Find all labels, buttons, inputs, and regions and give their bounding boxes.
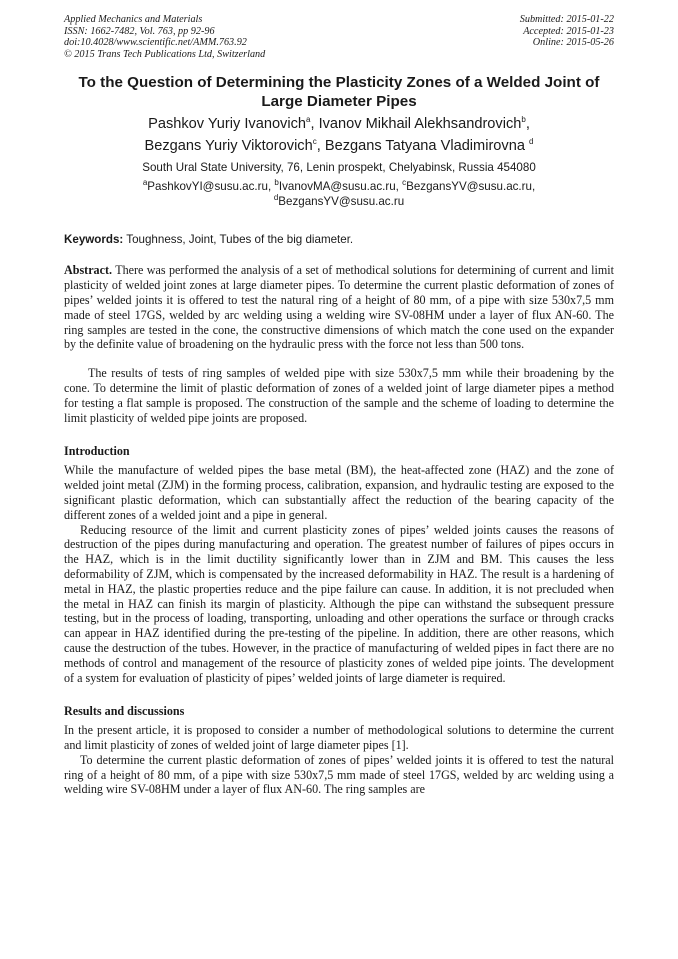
submitted-date: Submitted: 2015-01-22 bbox=[519, 14, 614, 25]
accepted-date: Accepted: 2015-01-23 bbox=[523, 25, 614, 37]
author-list: Pashkov Yuriy Ivanovich$^a$, Ivanov Mikhail Alekhsandrovich$^b$, Bezgans Yuriy Viktorovich$^c$, Bezgans Tatyana Vladimirovna $^d$ bbox=[144, 115, 534, 155]
keywords bbox=[64, 233, 614, 246]
affiliation: South Ural State University, 76, Lenin prospekt, Chelyabinsk, Russia 454080 bbox=[142, 161, 536, 175]
abstract-label: Abstract. bbox=[64, 263, 113, 278]
journal-name: Applied Mechanics and Materials bbox=[64, 14, 203, 25]
email-d[interactable]: BezgansYV@susu.ac.ru bbox=[278, 194, 405, 208]
author-4: Bezgans Tatyana Vladimirovna bbox=[324, 138, 525, 155]
email-b[interactable]: IvanovMA@susu.ac.ru, bbox=[278, 180, 399, 194]
paper-title: To the Question of Determining the Plasticity Zones of a Welded Joint of Large Diameter Pipes bbox=[78, 74, 600, 111]
online-date: Online: 2015-05-26 bbox=[532, 37, 614, 49]
keywords-label: Keywords: bbox=[64, 233, 124, 247]
results-paragraph-1: In the present article, it is proposed to consider a number of methodological solutions to determine the current and limit plasticity of zones of welded joint of large diameter pipes [1]. bbox=[64, 723, 614, 753]
results-paragraph-2: To determine the current plastic deformation of zones of pipes’ welded joints it is offered to test the natural ring of a height of 80 mm, of a pipe with size 530x7,5 mm made of steel 17GS, welded by arc welding using a welding wire SV-08HM under a layer of flux AN-60. The ring samples are bbox=[64, 752, 614, 797]
journal-header bbox=[64, 14, 614, 60]
author-3: Bezgans Yuriy Viktorovich bbox=[144, 138, 313, 155]
email-a[interactable]: PashkovYI@susu.ac.ru, bbox=[147, 180, 272, 194]
introduction-paragraph-2: Reducing resource of the limit and current plasticity zones of pipes’ welded joints causes the reasons of destruction of the pipes during manufacturing and operation. The greatest number of failures of pipes occurs in the HAZ, which is in the limit ductility significantly lower than in ZJM and BM. This causes the less deformability of ZJM, which is compensated by the increased deformability in HAZ. The result is a hardening of metal in HAZ, the plastic properties reduce and the pipe failure can cause. In addition, it is not precluded when the metal in HAZ can finish its margin of plasticity. Although the pipe can withstand the subsequent pressure testing, but in the process of loading, transporting, unloading and other operations the surface or through cracks can appear in HAZ identified during the pre-testing of the pipeline. In addition, there are other reasons, which cause the destruction of the tubes. However, in the practice of manufacturing of welded pipes in fact there are no methods of control and management of the resource of plasticity zones of welded pipe joints. The development of a system for evaluation of plasticity of pipes’ welded joints of large diameter is required. bbox=[64, 522, 614, 685]
keywords-text: Toughness, Joint, Tubes of the big diameter. bbox=[123, 233, 354, 247]
introduction-paragraph-1: While the manufacture of welded pipes the base metal (BM), the heat-affected zone (HAZ) and the zone of welded joint metal (ZJM) in the forming process, calibration, expansion, and hydraulic testing are exposed to the significant plastic deformation, which can substantially affect the reduction of the bearing capacity of the different zones of a welded joint and a pipe in general. bbox=[64, 463, 614, 522]
author-2: Ivanov Mikhail Alekhsandrovich bbox=[318, 116, 522, 133]
abstract-paragraph-1: Abstract. There was performed the analysis of a set of methodical solutions for determining of current and limit plasticity of welded joint zones at large diameter pipes. To determine the current plastic deformation of zones of pipes’ welded joints it is offered to test the natural ring of a height of 80 mm, of a pipe with size 530x7,5 mm made of steel 17GS, welded by arc welding using a welding wire SV-08HM under a layer of flux AN-60. The ring samples are tested in the cone, the constructive dimensions of which match the cone used on the expander by the definite value of broadening on the hydraulic press with the force not less than 500 tons. bbox=[64, 263, 614, 352]
author-emails: $^a$PashkovYI@susu.ac.ru, $^b$IvanovMA@susu.ac.ru, $^c$BezgansYV@susu.ac.ru, $^d$BezgansYV@susu.ac.ru bbox=[142, 178, 536, 208]
results-heading: Results and discussions bbox=[64, 704, 185, 719]
journal-issn: ISSN: 1662-7482, Vol. 763, pp 92-96 bbox=[64, 25, 215, 37]
paper-page bbox=[64, 14, 614, 797]
journal-copyright: © 2015 Trans Tech Publications Ltd, Switzerland bbox=[64, 48, 266, 60]
email-c[interactable]: BezgansYV@susu.ac.ru, bbox=[406, 180, 536, 194]
publication-dates bbox=[520, 14, 614, 60]
abstract-paragraph-2: The results of tests of ring samples of welded pipe with size 530x7,5 mm while their broadening by the cone. To determine the limit of plastic deformation of zones of a welded joint of large diameter pipes a method for testing a flat sample is proposed. The construction of the sample and the scheme of loading to determine the limit plasticity of welded pipe joints are proposed. bbox=[64, 366, 614, 425]
journal-doi: doi:10.4028/www.scientific.net/AMM.763.92 bbox=[64, 37, 247, 49]
introduction-heading: Introduction bbox=[64, 444, 130, 459]
author-1: Pashkov Yuriy Ivanovich bbox=[148, 116, 307, 133]
journal-info bbox=[64, 14, 265, 60]
